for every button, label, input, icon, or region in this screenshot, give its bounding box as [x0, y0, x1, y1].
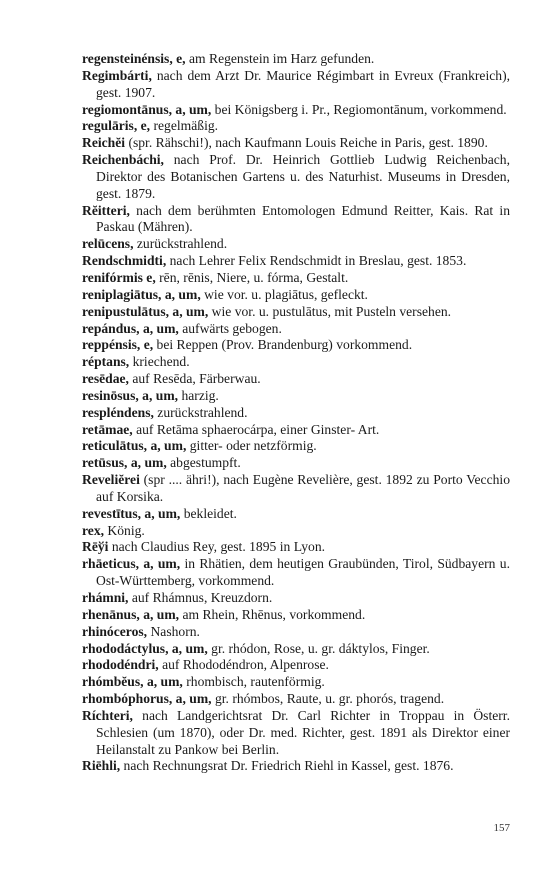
entry-definition: aufwärts gebogen. — [178, 320, 282, 336]
dictionary-entry — [82, 708, 510, 759]
entry-definition: rhombisch, rautenförmig. — [182, 674, 325, 690]
dictionary-entry — [82, 758, 510, 775]
dictionary-entry — [82, 556, 510, 590]
dictionary-entry — [82, 354, 510, 371]
dictionary-entry — [82, 607, 510, 624]
dictionary-entry — [82, 51, 510, 68]
entry-definition: harzig. — [178, 387, 219, 403]
entry-headword: Reveliĕrei — [82, 472, 140, 488]
entry-headword: resēdae, — [82, 371, 129, 387]
entry-headword: rhámni, — [82, 590, 129, 605]
entry-definition: wie vor. u. pustulātus, mit Pusteln versehen. — [208, 303, 452, 319]
entry-headword: rhómbĕus, a, um, — [82, 674, 183, 690]
entry-definition: auf Retāma sphaerocárpa, einer Ginster- Art. — [132, 421, 380, 437]
entry-headword: renipustulātus, a, um, — [82, 303, 209, 319]
entry-definition: am Regenstein im Harz gefunden. — [185, 51, 375, 66]
entry-headword: resinōsus, a, um, — [82, 387, 179, 403]
entry-headword: regulāris, e, — [82, 118, 151, 134]
dictionary-entry — [82, 118, 510, 135]
entry-headword: retāmae, — [82, 421, 133, 437]
entry-definition: (spr .... ähri!), nach Eugène Revelière, gest. 1892 zu Porto Vecchio auf Korsika. — [96, 472, 510, 504]
entry-definition: gr. rhódon, Rose, u. gr. dáktylos, Finger. — [207, 640, 430, 656]
entry-headword: Ríchteri, — [82, 707, 133, 723]
dictionary-entry — [82, 657, 510, 674]
entry-definition: wie vor. u. plagiātus, gefleckt. — [200, 286, 368, 302]
entry-definition: nach Lehrer Felix Rendschmidt in Breslau, gest. 1853. — [166, 253, 467, 269]
entry-definition: bei Reppen (Prov. Brandenburg) vorkommend. — [153, 337, 413, 353]
dictionary-entry — [82, 304, 510, 321]
entry-headword: Rĕitteri, — [82, 202, 130, 218]
entry-headword: Reichĕi — [82, 135, 126, 151]
dictionary-entry — [82, 438, 510, 455]
entry-definition: nach Rechnungsrat Dr. Friedrich Riehl in Kassel, gest. 1876. — [120, 758, 454, 774]
entry-headword: reniplagiātus, a, um, — [82, 286, 201, 302]
dictionary-entry — [82, 624, 510, 641]
entry-definition: rēn, rēnis, Niere, u. fórma, Gestalt. — [155, 269, 349, 285]
dictionary-entry — [82, 68, 510, 102]
entry-headword: rex, — [82, 522, 105, 538]
entry-definition: nach Prof. Dr. Heinrich Gottlieb Ludwig Reichenbach, Direktor des Botanischen Gartens u. des Naturhist. Museums in Dresden, gest. 1879. — [96, 152, 510, 201]
dictionary-entry — [82, 455, 510, 472]
dictionary-entry — [82, 422, 510, 439]
entry-headword: retūsus, a, um, — [82, 455, 167, 471]
dictionary-entry — [82, 253, 510, 270]
dictionary-entry — [82, 405, 510, 422]
entry-definition: nach dem berühmten Entomologen Edmund Reitter, Kais. Rat in Paskau (Mähren). — [96, 202, 510, 235]
entry-definition: kriechend. — [129, 354, 190, 370]
entry-definition: regelmäßig. — [150, 118, 219, 134]
page-number: 157 — [493, 822, 510, 834]
entry-headword: rhododéndri, — [82, 657, 159, 673]
dictionary-entry — [82, 590, 510, 607]
dictionary-entry — [82, 523, 510, 540]
dictionary-entry — [82, 691, 510, 708]
entry-definition: bekleidet. — [180, 505, 237, 521]
entry-list — [82, 51, 510, 775]
dictionary-entry — [82, 539, 510, 556]
entry-definition: auf Rhododéndron, Alpenrose. — [158, 657, 329, 673]
entry-headword: Rēўi — [82, 539, 109, 555]
entry-definition: zurückstrahlend. — [153, 404, 248, 420]
dictionary-entry — [82, 371, 510, 388]
dictionary-entry — [82, 388, 510, 405]
entry-headword: rhinóceros, — [82, 623, 148, 639]
entry-headword: rhenānus, a, um, — [82, 606, 180, 622]
entry-headword: rhododáctylus, a, um, — [82, 640, 208, 656]
entry-headword: regiomontānus, a, um, — [82, 101, 212, 117]
dictionary-entry — [82, 641, 510, 658]
entry-headword: respléndens, — [82, 404, 154, 420]
entry-definition: (spr. Rähschi!), nach Kaufmann Louis Reiche in Paris, gest. 1890. — [125, 135, 488, 151]
entry-headword: rhāeticus, a, um, — [82, 556, 181, 572]
entry-headword: Riēhli, — [82, 758, 121, 774]
entry-definition: nach Claudius Rey, gest. 1895 in Lyon. — [108, 539, 326, 555]
entry-headword: revestītus, a, um, — [82, 505, 181, 521]
entry-headword: rhombóphorus, a, um, — [82, 691, 212, 707]
dictionary-entry — [82, 674, 510, 691]
dictionary-entry — [82, 203, 510, 237]
dictionary-entry — [82, 135, 510, 152]
entry-headword: repándus, a, um, — [82, 320, 179, 336]
entry-headword: Reichenbáchi, — [82, 152, 164, 168]
entry-headword: réptans, — [82, 354, 130, 370]
dictionary-entry — [82, 152, 510, 203]
entry-definition: zurückstrahlend. — [133, 236, 228, 252]
entry-definition: am Rhein, Rhēnus, vorkommend. — [179, 606, 366, 622]
dictionary-entry — [82, 287, 510, 304]
entry-definition: gr. rhómbos, Raute, u. gr. phorós, tragend. — [211, 691, 445, 707]
entry-definition: auf Rhámnus, Kreuzdorn. — [128, 590, 273, 605]
entry-headword: relūcens, — [82, 236, 134, 252]
entry-definition: bei Königsberg i. Pr., Regiomontānum, vorkommend. — [211, 101, 507, 117]
entry-definition: nach dem Arzt Dr. Maurice Régimbart in Evreux (Frankreich), gest. 1907. — [96, 67, 510, 100]
dictionary-entry — [82, 102, 510, 119]
entry-definition: nach Landgerichtsrat Dr. Carl Richter in Troppau in Österr. Schlesien (um 1870), oder Dr. med. Richter, gest. 1891 als Direktor einer Heilanstalt zu Pankow bei Berlin. — [96, 707, 510, 757]
dictionary-entry — [82, 321, 510, 338]
entry-headword: renifórmis e, — [82, 269, 156, 285]
entry-headword: regensteinénsis, e, — [82, 51, 186, 66]
entry-definition: gitter- oder netzförmig. — [186, 438, 317, 454]
dictionary-entry — [82, 506, 510, 523]
entry-headword: Rendschmidti, — [82, 253, 167, 269]
dictionary-entry — [82, 472, 510, 506]
dictionary-entry — [82, 337, 510, 354]
entry-definition: in Rhätien, dem heutigen Graubünden, Tirol, Südbayern u. Ost-Württemberg, vorkommend. — [96, 556, 510, 589]
dictionary-entry — [82, 236, 510, 253]
entry-definition: König. — [104, 522, 145, 538]
entry-definition: Nashorn. — [147, 623, 200, 639]
entry-definition: auf Resēda, Färberwau. — [128, 371, 261, 387]
dictionary-entry — [82, 270, 510, 287]
entry-headword: reticulātus, a, um, — [82, 438, 187, 454]
entry-definition: abgestumpft. — [166, 455, 241, 471]
entry-headword: Regimbárti, — [82, 67, 152, 83]
entry-headword: reppénsis, e, — [82, 337, 154, 353]
